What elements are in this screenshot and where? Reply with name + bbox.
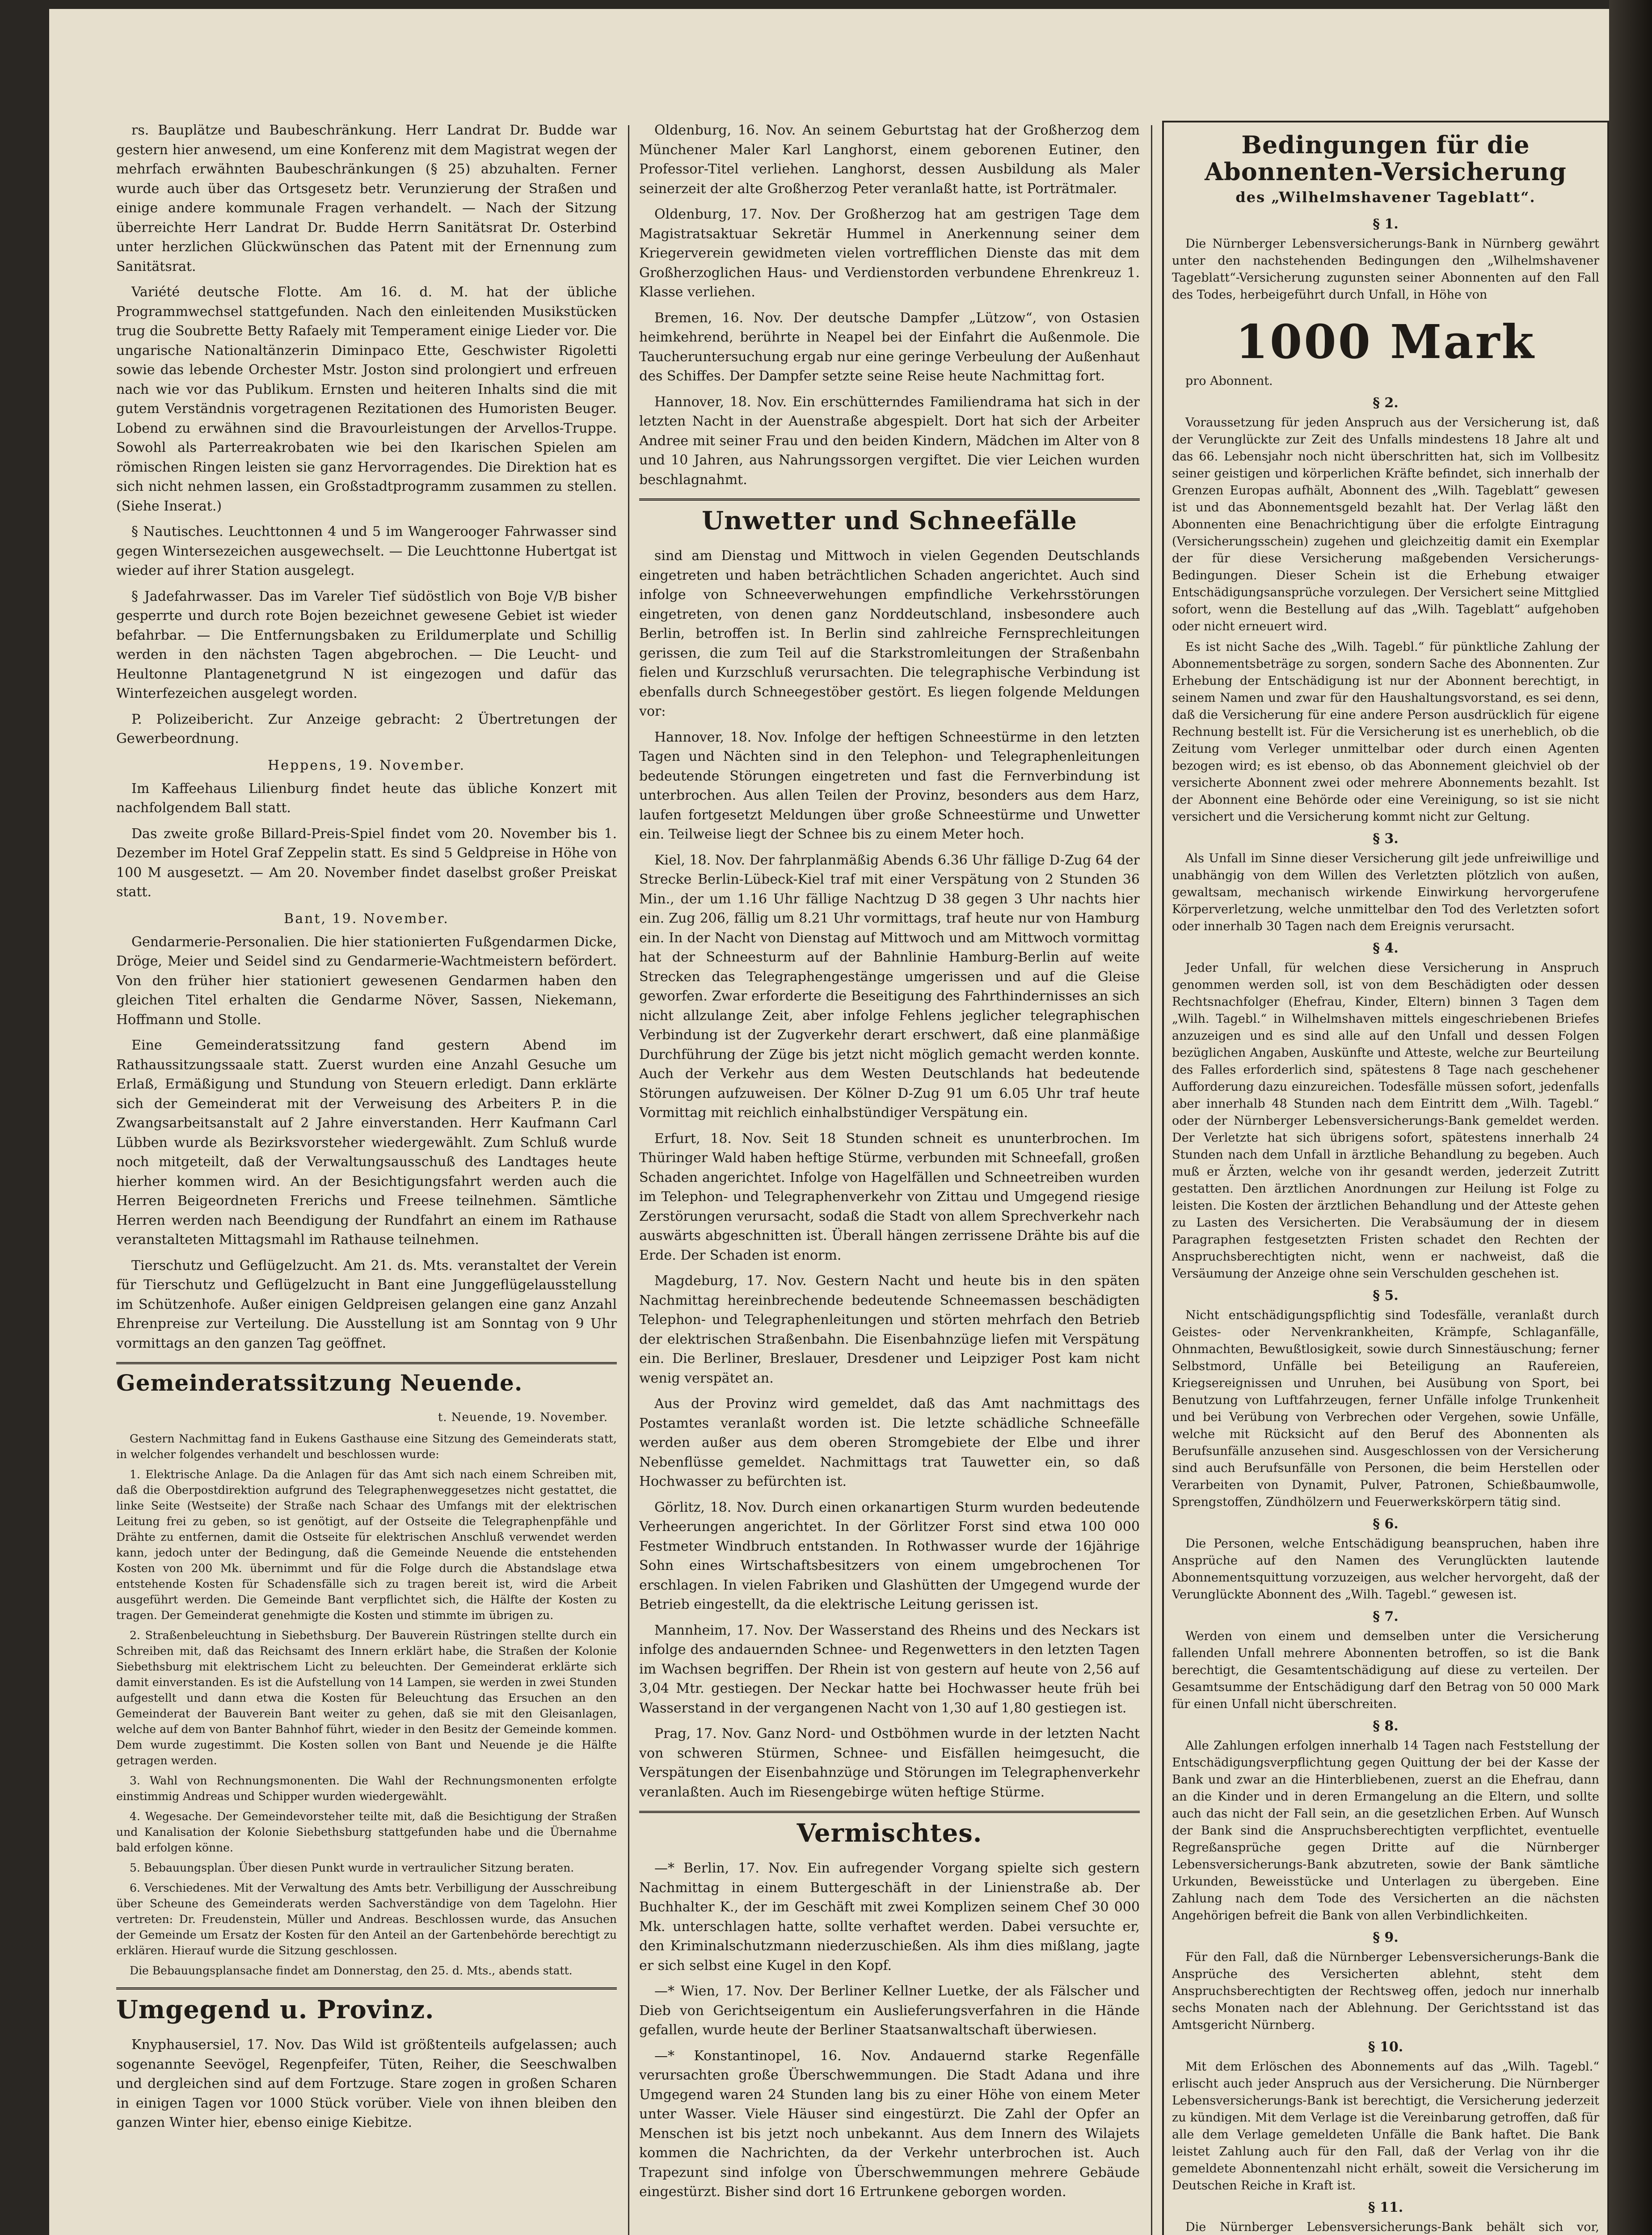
article: Bremen, 16. Nov. Der deutsche Dampfer „Lützow“, von Ostasien heimkehrend, berührte in Neapel bei der Einfahrt die Außenmole. Die Taucheruntersuchung ergab nur eine geringe Verbeulung der Außenhaut des Schiffes. Der Dampfer setzte seine Reise heute Nachmittag fort.	[639, 310, 1140, 384]
dateline: t. Neuende, 19. November.	[438, 1411, 608, 1424]
clause-text: Es ist nicht Sache des „Wilh. Tagebl.“ für pünktliche Zahlung der Abonnementsbeträge zu sorgen, sondern Sache des Abonnenten. Zur Erhebung der Entschädigung ist nur der Abonnent berechtigt, in seinem Namen und zwar für den Haushaltungsvorstand, es sei denn, daß die Versicherung für eine andere Person ausdrücklich für eigene Rechnung bestellt ist. Für die Versicherung ist es unerheblich, ob die Zeitung vom Verleger unmittelbar oder durch einen Agenten bezogen wird; es ist ebenso, ob das Abonnement gleichviel ob der versicherte Abonnent zwei oder mehrere Abonnements bezahlt. Ist der Abonnent eine Behörde oder eine Vereinigung, so ist sie nicht versichert und die Versicherung kommt nicht zur Geltung.	[1172, 640, 1599, 824]
clause-text: Nicht entschädigungspflichtig sind Todesfälle, veranlaßt durch Geistes- oder Nervenkrankheiten, Krämpfe, Schlaganfälle, Ohnmachten, Bewußtlosigkeit, sowie durch Sinnestäuschung; ferner Selbstmord, Unfälle bei Beteiligung an Raufereien, Kriegsereignissen und Unruhen, bei Ausübung von Sport, bei Benutzung von Luftfahrzeugen, ferner Unfälle infolge Trunkenheit und bei Verübung von Verbrechen oder Vergehen, sowie Unfälle, welche mit Rücksicht auf den Beruf des Abonnenten als Berufsunfälle anzusehen sind. Ausgeschlossen von der Versicherung sind auch Berufsunfälle von Personen, die beim Herstellen oder Verarbeiten von Dynamit, Pulver, Patronen, Schießbaumwolle, Sprengstoffen, Zündhölzern und Feuerwerkskörpern tätig sind.	[1172, 1308, 1599, 1509]
article: 6. Verschiedenes. Mit der Verwaltung des Amts betr. Verbilligung der Ausschreibung über Scheune des Gemeinderats werden Sachverständige von dem Tagelohn. Hier vertreten: Dr. Freudenstein, Müller und Andreas. Beschlossen wurde, das Ansuchen der Gemeinde um Ersatz der Kosten für den Anteil an der Gartenbehörde berechtigt zu erklären. Hierauf wurde die Sitzung geschlossen.	[116, 1881, 617, 1957]
article: Magdeburg, 17. Nov. Gestern Nacht und heute bis in den späten Nachmittag hereinbrechende bedeutende Schneemassen beschädigten Telephon- und Telegraphenleitungen und störten mehrfach den Betrieb der elektrischen Straßenbahn. Die Eisenbahnzüge liefen mit Verspätung ein. Die Berliner, Breslauer, Dresdener und Leipziger Post kam nicht wenig verspätet an.	[639, 1273, 1140, 1386]
article: Hannover, 18. Nov. Ein erschütterndes Familiendrama hat sich in der letzten Nacht in der Auenstraße abgespielt. Dort hat sich der Arbeiter Andree mit seiner Frau und den beiden Kindern, Mädchen im Alter von 8 und 10 Jahren, aus Nahrungssorgen vergiftet. Die vier Leichen wurden beschlagnahmt.	[639, 394, 1140, 488]
section-heading: Vermischtes.	[796, 1818, 982, 1848]
section-divider	[116, 1362, 617, 1364]
paragraph-number: § 5.	[1373, 1288, 1399, 1303]
insurance-conditions-box	[1162, 121, 1609, 2235]
article: Hannover, 18. Nov. Infolge der heftigen Schneestürme in den letzten Tagen und Nächten sind in den Telephon- und Telegraphenleitungen bedeutende Störungen eingetreten und fast die Fernverbindung ist unterbrochen. Aus allen Teilen der Provinz, besonders aus dem Harz, laufen fortgesetzt Meldungen über große Schneestürme und Unwetter ein. Teilweise liegt der Schnee bis zu einem Meter hoch.	[639, 729, 1140, 842]
paragraph-number: § 6.	[1373, 1516, 1399, 1532]
article: sind am Dienstag und Mittwoch in vielen Gegenden Deutschlands eingetreten und haben beträchtlichen Schaden angerichtet. Auch sind infolge von Schneeverwehungen empfindliche Verkehrsstörungen eingetreten, von denen ganz Norddeutschland, insbesondere auch Berlin, betroffen ist. In Berlin sind zahlreiche Fernsprechleitungen gerissen, die zum Teil auf die Starkstromleitungen der Straßenbahn fielen und Kurzschluß verursachten. Die telegraphische Verbindung ist ebenfalls durch Schneegestöber gestört. Es liegen folgende Meldungen vor:	[639, 548, 1140, 719]
paragraph-number: § 4.	[1373, 940, 1399, 956]
clause-text: Die Personen, welche Entschädigung beanspruchen, haben ihre Ansprüche auf den Namen des Verunglückten lautende Abonnementsquittung vorzuzeigen, aus welcher hervorgeht, daß der Verunglückte Abonnent des „Wilh. Tagebl.“ gewesen ist.	[1172, 1537, 1599, 1602]
paragraph-number: § 3.	[1373, 831, 1399, 847]
dateline: Heppens, 19. November.	[267, 757, 466, 773]
newspaper-page	[49, 9, 1609, 2235]
column-rule	[628, 125, 629, 2235]
article: P. Polizeibericht. Zur Anzeige gebracht: 2 Übertretungen der Gewerbeordnung.	[116, 711, 617, 746]
section-heading: Gemeinderatssitzung Neuende.	[116, 1370, 523, 1396]
clause-text: Als Unfall im Sinne dieser Versicherung gilt jede unfreiwillige und unabhängig von dem Willen des Verletzten plötzlich von außen, gewaltsam, mechanisch wirkende Einwirkung hervorgerufene Körperverletzung, welche unmittelbar den Tod des Verletzten sofort oder innerhalb 30 Tagen nach dem Ereignis verursacht.	[1172, 852, 1599, 933]
paragraph-number: § 2.	[1373, 395, 1399, 411]
paragraph-number: § 8.	[1373, 1718, 1399, 1734]
article: 1. Elektrische Anlage. Da die Anlagen für das Amt sich nach einem Schreiben mit, daß die Oberpostdirektion aufgrund des Telegraphenweggesetzes nicht gestattet, die linke Seite (Westseite) der Straße nach Schaar des Umfangs mit der elektrischen Leitung frei zu geben, so ist genötigt, auf der Ostseite die Telegraphenpfähle und Drähte zu entfernen, damit die Ostseite für elektrischen Anschluß verwendet werden kann, jedoch unter der Bedingung, daß die Gemeinde Neuende die entstehenden Kosten von 200 Mk. übernimmt und für die Folge durch die Abstandslage etwa entstehende Kosten für Schadensfälle sich zu tragen bereit ist, wird die Arbeit ausgeführt werden. Die Gemeinde Bant verpflichtet sich, die Hälfte der Kosten zu tragen. Der Gemeinderat genehmigte die Kosten und stimmte im übrigen zu.	[116, 1468, 617, 1622]
article: Kiel, 18. Nov. Der fahrplanmäßig Abends 6.36 Uhr fällige D-Zug 64 der Strecke Berlin-Lübeck-Kiel traf mit einer Verspätung von 2 Stunden 36 Min., der um 1.16 Uhr fällige Nachtzug D 38 gegen 3 Uhr nachts hier ein. Zug 206, fällig um 8.21 Uhr vormittags, traf heute nur von Hamburg ein. In der Nacht von Dienstag auf Mittwoch und am Mittwoch vormittag hat der Schneesturm auf der Bahnlinie Hamburg-Berlin auf weite Strecken das Telegraphengestänge umgerissen und auf die Gleise geworfen. Zwar erforderte die Beseitigung des Fahrthindernisses an sich nicht allzulange Zeit, aber infolge Fehlens jeglicher telegraphischen Verbindung ist der Zugverkehr derart erschwert, daß eine planmäßige Durchführung der Züge bis jetzt nicht möglich gemacht werden konnte. Auch der Verkehr aus dem Westen Deutschlands hat bedeutende Störungen aufzuweisen. Der Kölner D-Zug 91 um 6.05 Uhr traf heute Vormittag mit reichlich einhalbstündiger Verspätung ein.	[639, 852, 1140, 1121]
article: Görlitz, 18. Nov. Durch einen orkanartigen Sturm wurden bedeutende Verheerungen angerichtet. In der Görlitzer Forst sind etwa 100 000 Festmeter Windbruch entstanden. In Rothwasser wurde der 16jährige Sohn eines Wirtschaftsbesitzers von einem umgebrochenen Tor erschlagen. In vielen Fabriken und Glashütten der Umgegend wurde der Betrieb eingestellt, da die elektrische Leitung gerissen ist.	[639, 1499, 1140, 1612]
section-divider	[116, 1987, 617, 1990]
section-heading: Umgegend u. Provinz.	[116, 1995, 434, 2024]
article: Prag, 17. Nov. Ganz Nord- und Ostböhmen wurde in der letzten Nacht von schweren Stürmen, Schnee- und Eisfällen heimgesucht, die Verspätungen der Eisenbahnzüge und Störungen im Telegraphenverkehr veranlaßten. Auch im Riesengebirge wüten heftige Stürme.	[639, 1726, 1140, 1800]
clause-text: Jeder Unfall, für welchen diese Versicherung in Anspruch genommen werden soll, ist von dem Beschädigten oder dessen Rechtsnachfolger (Ehefrau, Kinder, Eltern) binnen 3 Tagen dem „Wilh. Tagebl.“ in Wilhelmshaven mittels eingeschriebenen Briefes anzuzeigen und es sind alle auf den Unfall und dessen Folgen bezüglichen Angaben, Auskünfte und Atteste, welche zur Beurteilung des Falles erforderlich sind, spätestens 8 Tage nach geschehener Aufforderung dazu einzureichen. Todesfälle müssen sofort, jedenfalls aber innerhalb 48 Stunden nach dem Eintritt dem „Wilh. Tagebl.“ oder der Nürnberger Lebensversicherungs-Bank gemeldet werden. Der Verletzte hat sich übrigens sofort, spätestens innerhalb 24 Stunden nach dem Unfall in ärztliche Behandlung zu begeben. Auch muß er Ärzten, welche von ihr gesandt werden, jederzeit Zutritt gestatten. Den ärztlichen Anordnungen zur Heilung ist Folge zu leisten. Die Kosten der ärztlichen Behandlung und der Atteste gehen zu Lasten des Versicherten. Die Verabsäumung der in diesem Paragraphen festgesetzten Fristen schadet den Rechten der Anspruchsberechtigten nicht, wenn er nachweist, daß die Versäumung der Anzeige ohne sein Verschulden geschehen ist.	[1172, 961, 1599, 1281]
column-right	[1162, 121, 1609, 2235]
article: Erfurt, 18. Nov. Seit 18 Stunden schneit es ununterbrochen. Im Thüringer Wald haben heftige Stürme, verbunden mit Schneefall, großen Schaden angerichtet. Infolge von Hagelfällen und Schneetreiben wurden im Telephon- und Telegraphenverkehr von Zittau und Umgegend riesige Zerstörungen verursacht, sodaß die Stadt von allem Sprechverkehr nach auswärts abgeschnitten ist. Überall hängen zerrissene Drähte bis auf die Erde. Der Schaden ist enorm.	[639, 1130, 1140, 1263]
article: Oldenburg, 16. Nov. An seinem Geburtstag hat der Großherzog dem Münchener Maler Karl Langhorst, einem geborenen Eutiner, den Professor-Titel verliehen. Langhorst, dessen Ausbildung als Maler seinerzeit der alte Großherzog Peter veranlaßt hatte, ist Porträtmaler.	[639, 122, 1140, 197]
clause-text: Mit dem Erlöschen des Abonnements auf das „Wilh. Tagebl.“ erlischt auch jeder Anspruch aus der Versicherung. Die Nürnberger Lebensversicherungs-Bank ist berechtigt, die Versicherung jederzeit zu kündigen. Mit dem Verlage ist die Vereinbarung getroffen, daß für alle dem Verlage gemeldeten Unfälle die Bank haftet. Die Bank leistet Zahlung auch für den Fall, daß der Verlag von ihr die gemeldete Abonnentenzahl nicht erhält, soweit die Versicherung im Deutschen Reiche in Kraft ist.	[1172, 2060, 1599, 2193]
article: § Jadefahrwasser. Das im Vareler Tief südöstlich von Boje V/B bisher gesperrte und durch rote Bojen bezeichnet gewesene Gebiet ist wieder befahrbar. — Die Entfernungsbaken zu Erildumerplate und Schillig werden in den nächsten Tagen abgebrochen. — Die Leucht- und Heultonne Plantagenetgrund N ist eingezogen und dafür das Winterfezeichen ausgelegt worden.	[116, 588, 617, 701]
section-divider	[639, 1811, 1140, 1813]
article: —* Wien, 17. Nov. Der Berliner Kellner Luetke, der als Fälscher und Dieb von Gerichtseigentum ein Auslieferungsverfahren in die Hände gefallen, wurde heute der Berliner Staatsanwaltschaft überwiesen.	[639, 1983, 1140, 2038]
box-subtitle: des „Wilhelmshavener Tageblatt“.	[1235, 189, 1536, 206]
clause-text: Werden von einem und demselben unter die Versicherung fallenden Unfall mehrere Abonnenten betroffen, so ist die Bank berechtigt, die Gesamtentschädigung auf diese zu verteilen. Der Gesamtsumme der Entschädigung darf den Betrag von 50 000 Mark für einen Unfall nicht überschreiten.	[1172, 1629, 1599, 1711]
paragraph-number: § 9.	[1373, 1930, 1399, 1945]
box-title: Bedingungen für die Abonnenten-Versicherung	[1205, 131, 1567, 186]
paragraph-number: § 10.	[1368, 2039, 1403, 2055]
book-spine	[1609, 0, 1652, 2235]
column-middle	[639, 121, 1140, 2235]
section-heading: Unwetter und Schneefälle	[702, 506, 1077, 536]
article: Tierschutz und Geflügelzucht. Am 21. ds. Mts. veranstaltet der Verein für Tierschutz und Geflügelzucht in Bant eine Junggeflügelausstellung im Schützenhofe. Außer einigen Geldpreisen gelangen eine ganz Anzahl Ehrenpreise zur Verteilung. Die Ausstellung ist am Sonntag von 9 Uhr vormittags an den ganzen Tag geöffnet.	[116, 1257, 617, 1351]
article: —* Konstantinopel, 16. Nov. Andauernd starke Regenfälle verursachten große Überschwemmungen. Die Stadt Adana und ihre Umgegend waren 24 Stunden lang bis zu einer Höhe von einem Meter unter Wasser. Viele Häuser sind eingestürzt. Die Zahl der Opfer an Menschen ist bis jetzt noch unbekannt. Aus dem Innern des Wilajets kommen die Nachrichten, da der Verkehr unterbrochen ist. Auch Trapezunt sind infolge von Überschwemmungen mehrere Gebäude eingestürzt. Bisher sind dort 16 Ertrunkene geborgen worden.	[639, 2048, 1140, 2200]
article: rs. Bauplätze und Baubeschränkung. Herr Landrat Dr. Budde war gestern hier anwesend, um eine Konferenz mit dem Magistrat wegen der mehrfach erwähnten Baubeschränkungen (§ 25) abzuhalten. Ferner wurde auch über das Ortsgesetz betr. Verunzierung der Straßen und einige andere kommunale Fragen verhandelt. — Nach der Sitzung überreichte Herr Landrat Dr. Budde Herrn Sanitätsrat Dr. Osterbind unter herzlichen Glückwünschen das Patent mit der Ernennung zum Sanitätsrat.	[116, 122, 617, 274]
paragraph-number: § 11.	[1368, 2200, 1403, 2215]
clause-text: Alle Zahlungen erfolgen innerhalb 14 Tagen nach Feststellung der Entschädigungsverpflichtung gegen Quittung der bei der Kasse der Bank und zwar an die Hinterbliebenen, zuerst an die Ehefrau, dann an die Kinder und in deren Ermangelung an die Eltern, und sollte auch das nicht der Fall sein, an die gesetzlichen Erben. Auf Wunsch der Bank sind die Anspruchsberechtigten verpflichtet, eventuelle Regreßansprüche gegen Dritte auf die Nürnberger Lebensversicherungs-Bank abzutreten, sowie der Bank sämtliche Urkunden, Beweisstücke und Unterlagen zu übergeben. Eine Zahlung nach dem Tode des Versicherten an die nächsten Angehörigen befreit die Bank von allen Verbindlichkeiten.	[1172, 1739, 1599, 1923]
clause-text: Voraussetzung für jeden Anspruch aus der Versicherung ist, daß der Verunglückte zur Zeit des Unfalls mindestens 18 Jahre alt und das 66. Lebensjahr noch nicht überschritten hat, sich im Vollbesitz seiner geistigen und körperlichen Kräfte befindet, sich innerhalb der Grenzen Europas aufhält, Abonnent des „Wilh. Tageblatt“ gewesen ist und das Abonnementsgeld bezahlt hat. Der Verlag läßt den Abonnenten eine Benachrichtigung über die erfolgte Eintragung (Versicherungsschein) zugehen und gleichzeitig damit ein Exemplar der für diese Versicherung maßgebenden Versicherungs-Bedingungen. Dieser Schein ist die Erhebung etwaiger Entschädigungsansprüche vorzulegen. Der Versichert seine Mittglied sofort, wenn die Bestellung auf das „Wilh. Tageblatt“ aufgehoben oder nicht erneuert wird.	[1172, 416, 1599, 633]
clause-text: Die Nürnberger Lebensversicherungs-Bank in Nürnberg gewährt unter den nachstehenden Bedingungen den „Wilhelmshavener Tageblatt“-Versicherung zugunsten seiner Abonnenten auf den Fall des Todes, herbeigeführt durch Unfall, in Höhe von	[1172, 237, 1599, 302]
article: Gendarmerie-Personalien. Die hier stationierten Fußgendarmen Dicke, Dröge, Meier und Seidel sind zu Gendarmerie-Wachtmeistern befördert. Von den früher hier stationiert gewesenen Gendarmen haben den gleichen Titel erhalten die Gendarme Növer, Sassen, Niekemann, Hoffmann und Stolle.	[116, 934, 617, 1028]
article: Die Bebauungsplansache findet am Donnerstag, den 25. d. Mts., abends statt.	[130, 1964, 573, 1977]
article: —* Berlin, 17. Nov. Ein aufregender Vorgang spielte sich gestern Nachmittag in einem Buttergeschäft in der Linienstraße ab. Der Buchhalter K., der im Geschäft mit zwei Komplizen seinem Chef 30 000 Mk. unterschlagen hatte, sollte verhaftet werden. Dabei versuchte er, den Kriminalschutzmann niederzuschießen. Als ihm dies mißlang, jagte er sich selbst eine Kugel in den Kopf.	[639, 1860, 1140, 1974]
article: Eine Gemeinderatssitzung fand gestern Abend im Rathaussitzungssaale statt. Zuerst wurden eine Anzahl Gesuche um Erlaß, Ermäßigung und Stundung von Steuern erledigt. Dann erklärte sich der Gemeinderat mit der Verweisung des Arbeiters P. in die Zwangsarbeitsanstalt auf 2 Jahre einverstanden. Herr Kaufmann Carl Lübben wurde als Bezirksvorsteher wiedergewählt. Zum Schluß wurde noch mitgeteilt, daß der Verwaltungsausschuß des Landtages heute hierher kommen wird. An der Besichtigungsfahrt werden auch die Herren Beigeordneten Frerichs und Freese teilnehmen. Sämtliche Herren werden nach Beendigung der Rundfahrt an einem im Rathause veranstalteten Mittagsmahl im Rathause teilnehmen.	[116, 1037, 617, 1248]
paragraph-number: § 1.	[1373, 216, 1399, 232]
article: Oldenburg, 17. Nov. Der Großherzog hat am gestrigen Tage dem Magistratsaktuar Sekretär Hummel in Anerkennung seiner dem Kriegerverein gewidmeten vielen vortrefflichen Dienste das mit dem Großherzoglichen Haus- und Verdienstorden verbundene Ehrenkreuz 1. Klasse verliehen.	[639, 207, 1140, 300]
article: 3. Wahl von Rechnungsmonenten. Die Wahl der Rechnungsmonenten erfolgte einstimmig Andreas und Schipper wurden wiedergewählt.	[116, 1774, 617, 1803]
column-rule	[1151, 125, 1152, 2235]
article: 2. Straßenbeleuchtung in Siebethsburg. Der Bauverein Rüstringen stellte durch ein Schreiben mit, daß das Reichsamt des Innern erklärt habe, die Straßen der Kolonie Siebethsburg mit elektrischem Licht zu beleuchten. Der Gemeinderat erklärte sich damit einverstanden. Es ist die Aufstellung von 14 Lampen, sie werden in zwei Stunden aufgestellt und dann etwa die Kosten für Beleuchtung das Ersuchen an den Gemeinderat der Bauverein Bant weiter zu gehen, daß sie mit den Gleisanlagen, welche auf dem von Banter Bahnhof führt, wieder in den Besitz der Gemeinde kommen. Dem wurde zugestimmt. Die Kosten sollen von Bant und Neuende je die Hälfte getragen werden.	[116, 1629, 617, 1767]
clause-text: pro Abonnent.	[1185, 374, 1273, 388]
article: § Nautisches. Leuchttonnen 4 und 5 im Wangerooger Fahrwasser sind gegen Wintersezeichen ausgewechselt. — Die Leuchttonne Hubertgat ist wieder auf ihrer Station ausgelegt.	[116, 524, 617, 578]
dateline: Bant, 19. November.	[284, 911, 449, 927]
clause-text: Die Nürnberger Lebensversicherungs-Bank behält sich vor,	[1185, 2220, 1599, 2234]
column-left	[116, 121, 617, 2235]
insured-amount: 1000 Mark	[1235, 314, 1536, 369]
section-divider	[639, 498, 1140, 501]
article: Knyphausersiel, 17. Nov. Das Wild ist größtenteils aufgelassen; auch sogenannte Seevögel, Regenpfeifer, Tüten, Reiher, die Seeschwalben und dergleichen sind auf dem Fortzuge. Stare zogen in großen Scharen in einigen Tagen vor 1000 Stück vorüber. Viele von ihnen bleiben den ganzen Winter hier, ebenso einige Kiebitze.	[116, 2037, 617, 2130]
paragraph-number: § 7.	[1373, 1609, 1399, 1624]
article: 5. Bebauungsplan. Über diesen Punkt wurde in vertraulicher Sitzung beraten.	[130, 1861, 574, 1874]
article: Im Kaffeehaus Lilienburg findet heute das übliche Konzert mit nachfolgendem Ball statt.	[116, 780, 617, 816]
article: Mannheim, 17. Nov. Der Wasserstand des Rheins und des Neckars ist infolge des andauernden Schnee- und Regenwetters in den letzten Tagen im Wachsen begriffen. Der Rhein ist von gestern auf heute von 2,56 auf 3,04 Mtr. gestiegen. Der Neckar hatte bei Hochwasser heute früh bei Wasserstand in der vergangenen Nacht von 1,30 auf 1,80 gestiegen ist.	[639, 1622, 1140, 1716]
article: Gestern Nachmittag fand in Eukens Gasthause eine Sitzung des Gemeinderats statt, in welcher folgendes verhandelt und beschlossen wurde:	[116, 1432, 617, 1461]
clause-text: Für den Fall, daß die Nürnberger Lebensversicherungs-Bank die Ansprüche des Versicherten ablehnt, steht dem Anspruchsberechtigten der Rechtsweg offen, jedoch nur innerhalb sechs Monaten nach der Ablehnung. Der Gerichtsstand ist das Amtsgericht Nürnberg.	[1172, 1950, 1599, 2032]
article: 4. Wegesache. Der Gemeindevorsteher teilte mit, daß die Besichtigung der Straßen und Kanalisation der Kolonie Siebethsburg stattgefunden habe und die Übernahme bald erfolgen könne.	[116, 1810, 617, 1854]
article: Das zweite große Billard-Preis-Spiel findet vom 20. November bis 1. Dezember im Hotel Graf Zeppelin statt. Es sind 5 Geldpreise in Höhe von 100 M ausgesetzt. — Am 20. November findet daselbst großer Preiskat statt.	[116, 826, 617, 900]
article: Aus der Provinz wird gemeldet, daß das Amt nachmittags des Postamtes veranlaßt worden ist. Die letzte schädliche Schneefälle werden außer aus dem oberen Stromgebiete der Elbe und ihrer Nebenflüsse gemeldet. Nachmittags trat Tauwetter ein, so daß Hochwasser zu befürchten ist.	[639, 1396, 1140, 1489]
article: Variété deutsche Flotte. Am 16. d. M. hat der übliche Programmwechsel stattgefunden. Nach den einleitenden Musikstücken trug die Soubrette Betty Rafaely mit Temperament einige Lieder vor. Die ungarische Nationaltänzerin Diminpaco Ette, Geschwister Rigoletti sowie das lebende Orchester Mstr. Joston sind prolongiert und erfreuen nach wie vor das Publikum. Ernsten und heiteren Inhalts sind die mit gutem Verständnis vorgetragenen Rezitationen des Humoristen Beuger. Lobend zu erwähnen sind die Bravourleistungen der Arvellos-Truppe. Sowohl als Parterreakrobaten wie bei den Ikarischen Spielen am römischen Ringen leisten sie ganz Hervorragendes. Die Direktion hat es sich nicht nehmen lassen, ein Großstadtprogramm zusammen zu stellen. (Siehe Inserat.)	[116, 284, 617, 514]
